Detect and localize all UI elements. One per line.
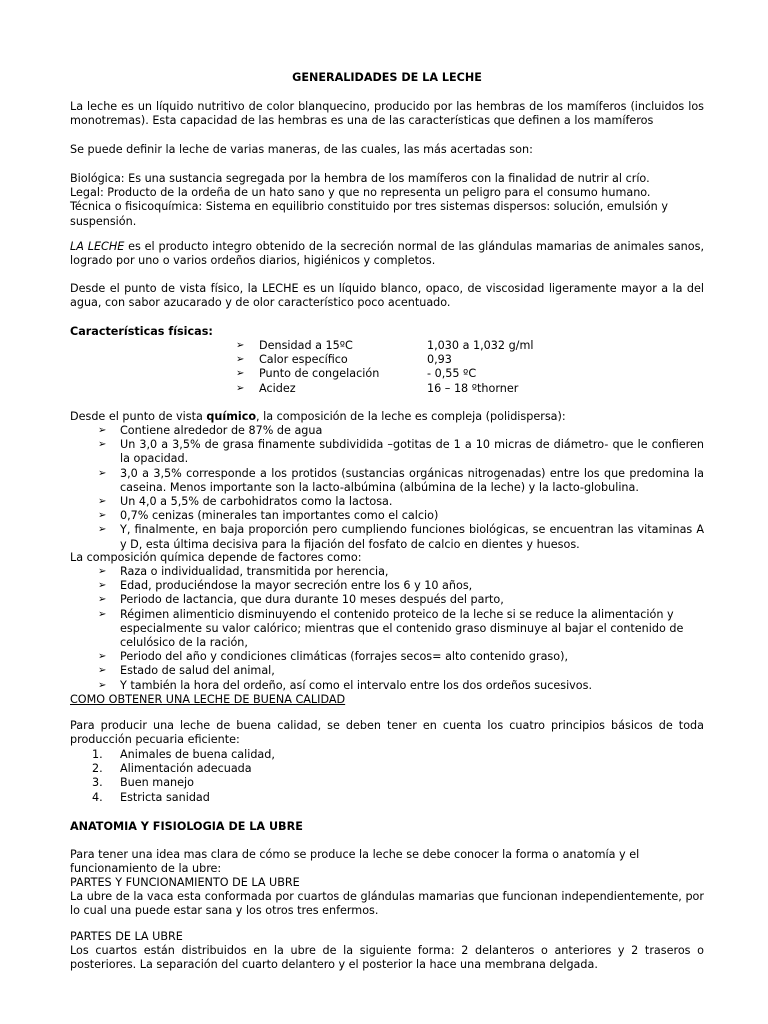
quimico-pre: Desde el punto de vista bbox=[70, 410, 207, 423]
list-item bbox=[70, 791, 704, 805]
list-item bbox=[70, 593, 704, 607]
quimico-bold: químico bbox=[206, 410, 257, 423]
definition-legal: Legal: Producto de la ordeña de un hato sano y que no representa un peligro para el consumo humano. bbox=[70, 186, 651, 200]
arrow-bullet-icon: ➢ bbox=[236, 368, 245, 380]
partes-text: Los cuartos están distribuidos en la ubre de la siguiente forma: 2 delanteros o anteriores y 2 traseros o posteriores. La separación del cuarto delantero y el posterior la hace una membrana delgada. bbox=[70, 944, 704, 972]
arrow-bullet-icon: ➢ bbox=[98, 496, 107, 508]
list-item-text: Animales de buena calidad, bbox=[120, 748, 275, 761]
principios-list bbox=[70, 748, 704, 805]
caracteristica-value: - 0,55 ºC bbox=[427, 367, 477, 381]
list-item-text: Y, finalmente, en baja proporción pero cumpliendo funciones biológicas, se encuentran las vitaminas A y D, esta última decisiva para la fijación del fosfato de calcio en dientes y huesos. bbox=[120, 523, 704, 551]
arrow-bullet-icon: ➢ bbox=[98, 524, 107, 536]
factores-intro: La composición química depende de factores como: bbox=[70, 551, 362, 564]
arrow-bullet-icon: ➢ bbox=[98, 608, 107, 620]
list-item-text: Y también la hora del ordeño, así como el intervalo entre los dos ordeños sucesivos. bbox=[120, 678, 593, 692]
list-item bbox=[70, 523, 704, 551]
list-item bbox=[70, 495, 704, 509]
list-item-text: Estado de salud del animal, bbox=[120, 664, 275, 678]
calidad-heading: COMO OBTENER UNA LECHE DE BUENA CALIDAD bbox=[70, 693, 346, 706]
list-item bbox=[70, 467, 704, 495]
list-item-text: Edad, produciéndose la mayor secreción entre los 6 y 10 años, bbox=[120, 579, 473, 593]
list-number: 2. bbox=[92, 762, 103, 776]
document-title: GENERALIDADES DE LA LECHE bbox=[292, 71, 482, 84]
list-item bbox=[70, 509, 704, 523]
fisico-paragraph: Desde el punto de vista físico, la LECHE es un líquido blanco, opaco, de viscosidad ligeramente mayor a la del agua, con sabor azucarado y de olor característico poco acentuado. bbox=[70, 282, 704, 310]
definitions-block bbox=[70, 172, 704, 229]
list-item-text: 0,7% cenizas (minerales tan importantes como el calcio) bbox=[120, 509, 439, 523]
arrow-bullet-icon: ➢ bbox=[98, 467, 107, 479]
caracteristica-name: Densidad a 15ºC bbox=[259, 339, 353, 352]
caracteristica-name: Calor específico bbox=[259, 353, 348, 367]
list-item-text: Raza o individualidad, transmitida por herencia, bbox=[120, 565, 389, 578]
list-item-text: Periodo del año y condiciones climáticas (forrajes secos= alto contenido graso), bbox=[120, 650, 569, 664]
composicion-list bbox=[70, 424, 704, 552]
list-item-text: Régimen alimenticio disminuyendo el contenido proteico de la leche si se reduce la alimentación y especialmente su valor calórico; mientras que el contenido graso disminuye al bajar el contenido de celulósico de la ración, bbox=[120, 607, 684, 650]
caracteristicas-heading: Características físicas: bbox=[70, 325, 213, 338]
anatomia-heading: ANATOMIA Y FISIOLOGIA DE LA UBRE bbox=[70, 820, 303, 833]
list-item bbox=[70, 748, 704, 762]
calidad-intro: Para producir una leche de buena calidad, se deben tener en cuenta los cuatro principios básicos de toda producción pecuaria eficiente: bbox=[70, 719, 704, 747]
arrow-bullet-icon: ➢ bbox=[98, 594, 107, 606]
definition-intro: Se puede definir la leche de varias maneras, de las cuales, las más acertadas son: bbox=[70, 143, 533, 156]
arrow-bullet-icon: ➢ bbox=[98, 566, 107, 577]
list-item-text: Periodo de lactancia, que dura durante 10 meses después del parto, bbox=[120, 593, 504, 607]
list-item bbox=[70, 424, 704, 438]
list-number: 3. bbox=[92, 776, 103, 790]
list-item-text: Un 3,0 a 3,5% de grasa finamente subdividida –gotitas de 1 a 10 micras de diámetro- que le confieren la opacidad. bbox=[120, 438, 704, 466]
partes-funcionamiento-text: La ubre de la vaca esta conformada por cuartos de glándulas mamarias que funcionan independientemente, por lo cual una puede estar sana y los otros tres enfermos. bbox=[70, 890, 704, 918]
arrow-bullet-icon: ➢ bbox=[98, 651, 107, 663]
definition-biologica: Biológica: Es una sustancia segregada por la hembra de los mamíferos con la finalidad de nutrir al crío. bbox=[70, 172, 650, 185]
list-item bbox=[70, 579, 704, 593]
la-leche-rest: es el producto integro obtenido de la secreción normal de las glándulas mamarias de animales sanos, logrado por uno o varios ordeños diarios, higiénicos y completos. bbox=[70, 240, 704, 268]
arrow-bullet-icon: ➢ bbox=[98, 580, 107, 592]
quimico-post: , la composición de la leche es compleja (polidispersa): bbox=[256, 410, 566, 423]
partes-heading: PARTES DE LA UBRE bbox=[70, 930, 183, 943]
list-item-text: Estricta sanidad bbox=[120, 790, 210, 804]
list-item-text: Alimentación adecuada bbox=[120, 762, 252, 776]
arrow-bullet-icon: ➢ bbox=[98, 665, 107, 677]
arrow-bullet-icon: ➢ bbox=[236, 354, 245, 366]
partes-funcionamiento-heading: PARTES Y FUNCIONAMIENTO DE LA UBRE bbox=[70, 876, 300, 889]
factores-list bbox=[70, 565, 704, 693]
anatomia-intro: Para tener una idea mas clara de cómo se produce la leche se debe conocer la forma o anatomía y el funcionamiento de la ubre: bbox=[70, 848, 640, 876]
arrow-bullet-icon: ➢ bbox=[98, 510, 107, 522]
list-item bbox=[70, 650, 704, 664]
list-item bbox=[70, 762, 704, 776]
la-leche-paragraph bbox=[70, 240, 704, 268]
arrow-bullet-icon: ➢ bbox=[98, 439, 107, 451]
definition-tecnica: Técnica o fisicoquímica: Sistema en equilibrio constituido por tres sistemas dispersos: solución, emulsión y suspensión. bbox=[70, 200, 668, 228]
caracteristica-name: Punto de congelación bbox=[259, 367, 380, 381]
arrow-bullet-icon: ➢ bbox=[98, 425, 107, 436]
caracteristica-value: 1,030 a 1,032 g/ml bbox=[427, 339, 534, 352]
list-item bbox=[70, 608, 704, 651]
list-item bbox=[70, 776, 704, 790]
intro-paragraph: La leche es un líquido nutritivo de color blanquecino, producido por las hembras de los mamíferos (incluidos los monotremas). Esta capacidad de las hembras es una de las características que definen a los mamíferos bbox=[70, 100, 704, 128]
list-item bbox=[70, 438, 704, 466]
arrow-bullet-icon: ➢ bbox=[236, 340, 245, 351]
list-number: 4. bbox=[92, 790, 103, 804]
list-item bbox=[70, 664, 704, 678]
list-item bbox=[70, 679, 704, 693]
caracteristica-value: 0,93 bbox=[427, 353, 452, 367]
quimico-paragraph bbox=[70, 410, 704, 424]
arrow-bullet-icon: ➢ bbox=[236, 382, 245, 394]
la-leche-lead: LA LECHE bbox=[70, 240, 125, 253]
list-item-text: Buen manejo bbox=[120, 776, 194, 790]
list-item-text: Un 4,0 a 5,5% de carbohidratos como la lactosa. bbox=[120, 495, 393, 509]
list-item bbox=[70, 565, 704, 579]
arrow-bullet-icon: ➢ bbox=[98, 679, 107, 691]
list-item-text: 3,0 a 3,5% corresponde a los protidos (sustancias orgánicas nitrogenadas) entre los que predomina la caseina. Menos importante son la lacto-albúmina (albúmina de la leche) y la lacto-globulina. bbox=[120, 466, 704, 494]
list-number: 1. bbox=[92, 748, 103, 761]
list-item-text: Contiene alrededor de 87% de agua bbox=[120, 424, 323, 437]
caracteristica-name: Acidez bbox=[259, 381, 296, 395]
caracteristica-value: 16 – 18 ºthorner bbox=[427, 381, 519, 395]
